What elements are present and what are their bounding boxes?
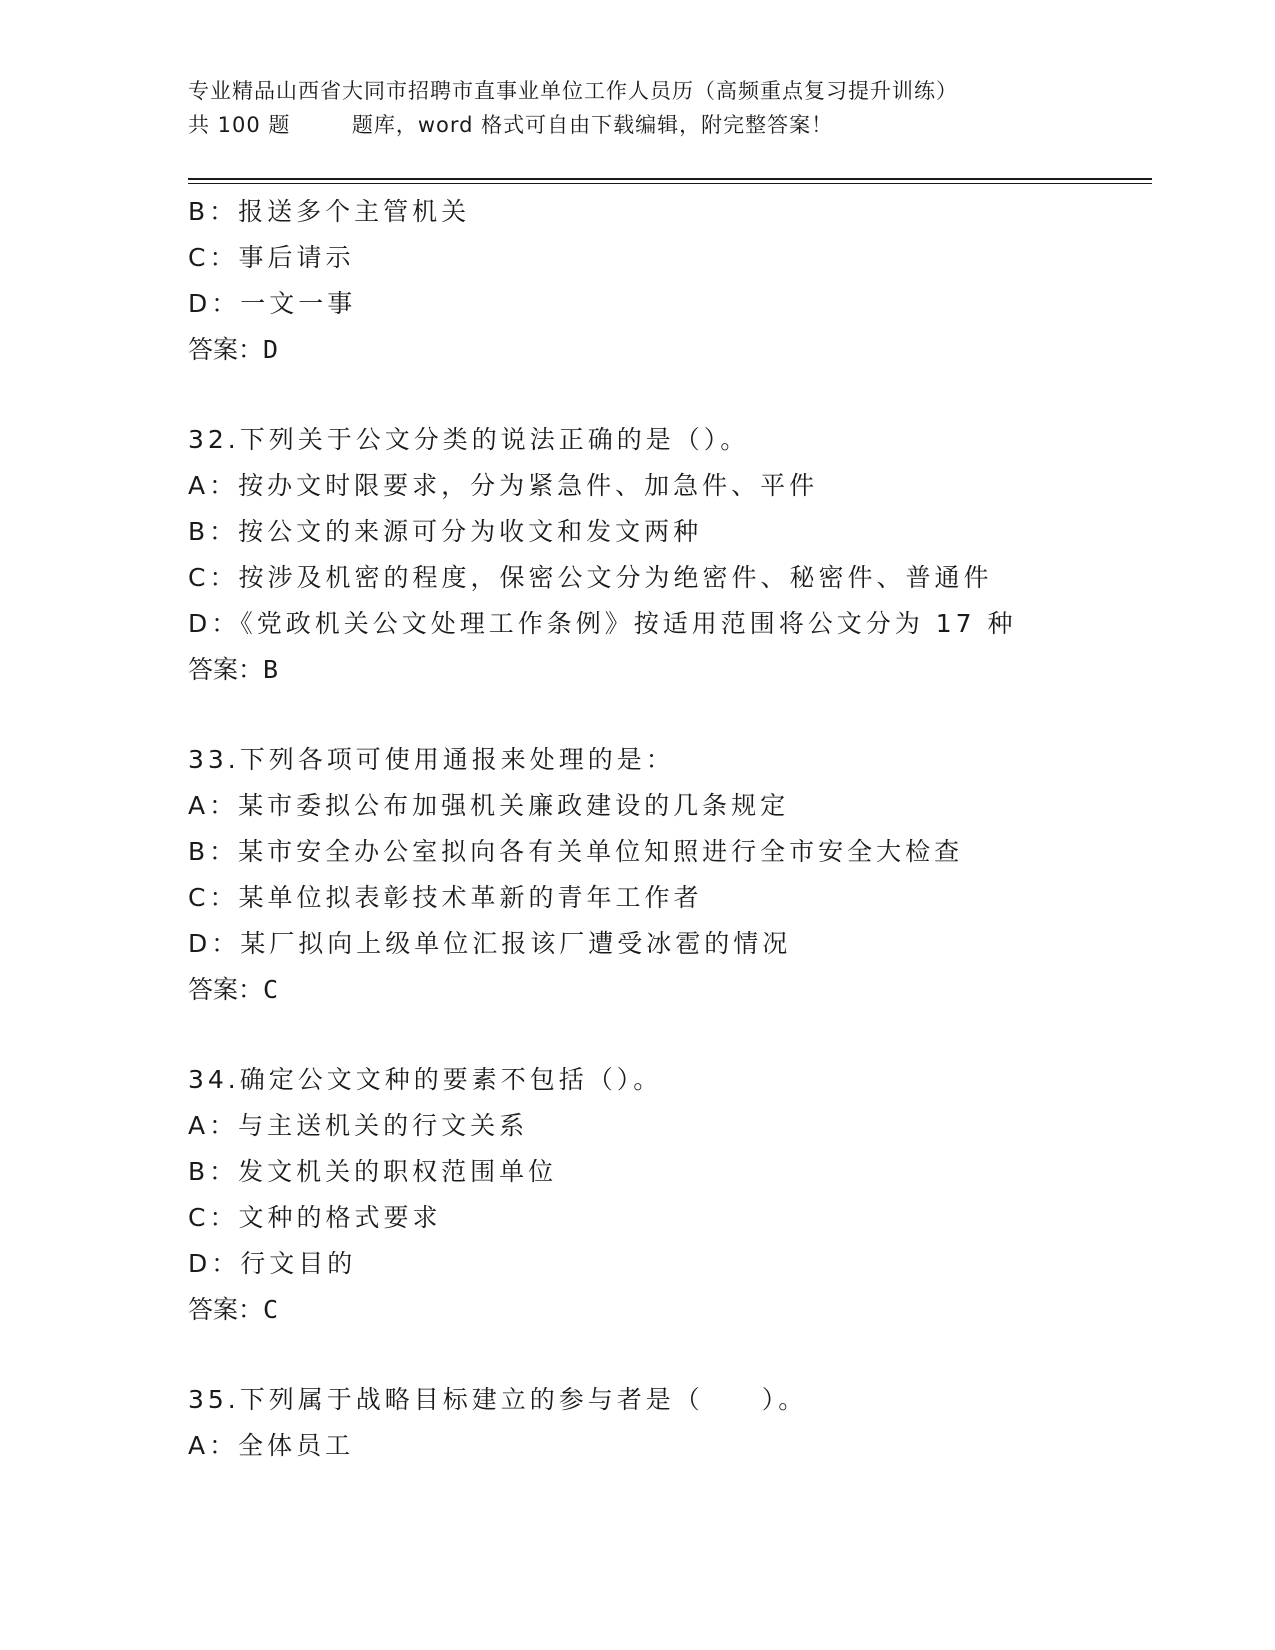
option-a: A：某市委拟公布加强机关廉政建设的几条规定 (188, 791, 790, 820)
option-d: D：一文一事 (188, 289, 357, 318)
option-a: A：与主送机关的行文关系 (188, 1111, 529, 1140)
spacer (188, 1013, 1148, 1057)
document-title: 专业精品山西省大同市招聘市直事业单位工作人员历（高频重点复习提升训练） (188, 79, 958, 103)
spacer (188, 373, 1148, 417)
option-b: B：某市安全办公室拟向各有关单位知照进行全市安全大检查 (188, 837, 964, 866)
question-31-continuation (188, 189, 1148, 373)
option-d: D：《党政机关公文处理工作条例》按适用范围将公文分为 17 种 (188, 609, 1017, 638)
question-stem: 34.确定公文文种的要素不包括（）。 (188, 1065, 663, 1094)
question-35 (188, 1377, 1148, 1469)
option-d: D：某厂拟向上级单位汇报该厂遭受冰雹的情况 (188, 929, 792, 958)
answer-line: 答案：C (188, 975, 279, 1004)
question-stem: 32.下列关于公文分类的说法正确的是（）。 (188, 425, 750, 454)
header-divider-thin (188, 183, 1152, 184)
option-c: C：文种的格式要求 (188, 1203, 442, 1232)
question-stem: 33.下列各项可使用通报来处理的是： (188, 745, 675, 774)
option-c: C：按涉及机密的程度，保密公文分为绝密件、秘密件、普通件 (188, 563, 993, 592)
question-32 (188, 417, 1148, 693)
question-stem: 35.下列属于战略目标建立的参与者是（ ）。 (188, 1385, 808, 1414)
option-c: C：事后请示 (188, 243, 355, 272)
option-c: C：某单位拟表彰技术革新的青年工作者 (188, 883, 703, 912)
spacer (188, 693, 1148, 737)
answer-line: 答案：B (188, 655, 279, 684)
question-33 (188, 737, 1148, 1013)
answer-line: 答案：D (188, 335, 279, 364)
option-a: A：按办文时限要求，分为紧急件、加急件、平件 (188, 471, 819, 500)
question-list (188, 189, 1148, 1469)
option-b: B：发文机关的职权范围单位 (188, 1157, 558, 1186)
header-divider-thick (188, 178, 1152, 180)
document-header (188, 74, 1148, 142)
spacer (188, 1333, 1148, 1377)
question-34 (188, 1057, 1148, 1333)
option-a: A：全体员工 (188, 1431, 355, 1460)
option-b: B：按公文的来源可分为收文和发文两种 (188, 517, 703, 546)
option-b: B：报送多个主管机关 (188, 197, 471, 226)
option-d: D：行文目的 (188, 1249, 357, 1278)
answer-line: 答案：C (188, 1295, 279, 1324)
document-subtitle: 共 100 题 题库，word 格式可自由下载编辑，附完整答案！ (188, 113, 834, 137)
